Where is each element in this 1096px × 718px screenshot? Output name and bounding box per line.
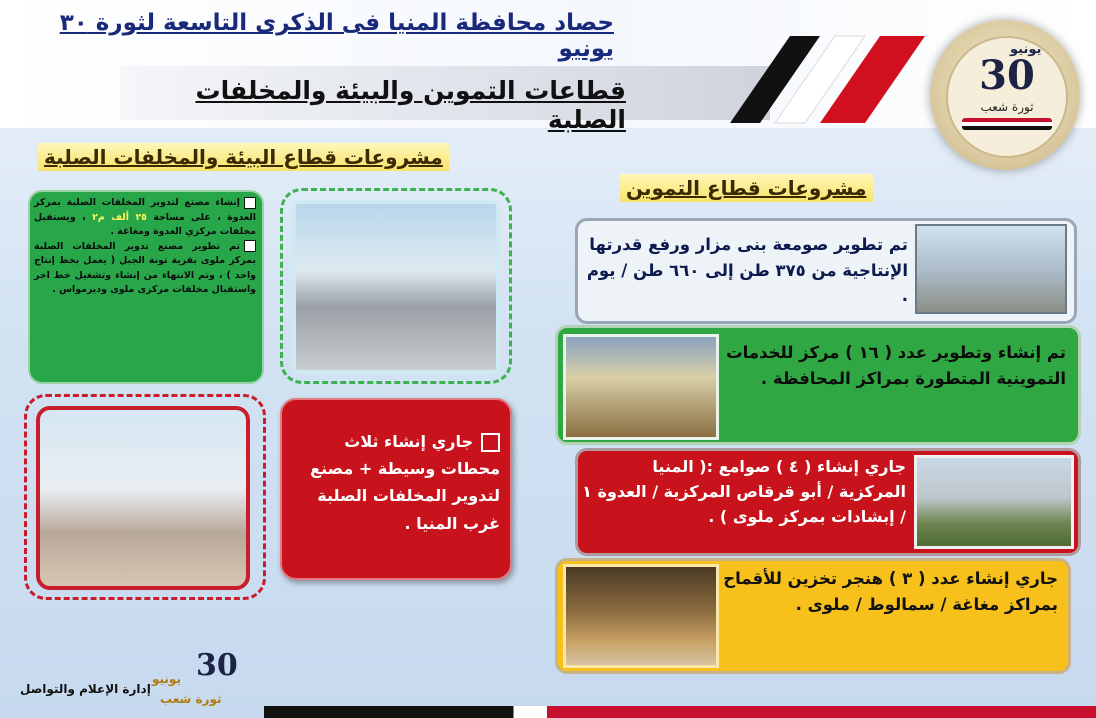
recycling-plant-photo — [292, 200, 500, 374]
page-subtitle: قطاعات التموين والبيئة والمخلفات الصلبة — [195, 76, 626, 134]
list-item: تم تطوير مصنع تدوير المخلفات الصلبة بمركز ملوى بقرية تونة الجبل ( يعمل بخط إنتاج واحد ) ، وتم الانتهاء من إنشاء وتشغيل خط اخر واستقبال مخلفات مركزى ملوى وديرمواس . — [34, 240, 256, 296]
footer-logo-number: 30 — [196, 648, 238, 683]
footer-logo-month: يونيو — [152, 672, 181, 686]
logo-tagline: ثورة شعب — [980, 100, 1034, 114]
logo-number: 30 — [979, 52, 1035, 99]
supply-card-3-text: جاري إنشاء ( ٤ ) صوامع :( المنيا المركزية / أبو قرقاص المركزية / العدوة ١ / إبشادات بمركز ملوى ) . — [582, 457, 906, 526]
list-item: إنشاء مصنع لتدوير المخلفات الصلبة بمركز العدوة ، على مساحة ٢٥ ألف م٢ ، ويستقبل مخلفات مركزي العدوة ومغاغة . — [34, 197, 256, 238]
supply-card-4-text: جاري إنشاء عدد ( ٣ ) هنجر تخزين للأقماح بمراكز مغاغة / سمالوط / ملوى . — [723, 569, 1058, 614]
environment-section-heading: مشروعات قطاع البيئة والمخلفات الصلبة — [38, 143, 449, 171]
checkbox-icon — [481, 433, 500, 452]
silo-photo — [915, 224, 1067, 314]
silos-field-photo — [914, 455, 1074, 549]
flag-stripe-icon — [962, 118, 1052, 130]
footer-flag-bar — [264, 706, 1096, 718]
checkbox-icon — [244, 197, 256, 209]
environment-red-text: جاري إنشاء ثلاث محطات وسيطة + مصنع لتدوير المخلفات الصلبة غرب المنيا . — [310, 432, 500, 533]
logo-month: يونيو — [1010, 42, 1042, 57]
environment-green-text — [34, 196, 256, 298]
supply-card-1-text: تم تطوير صومعة بنى مزار ورفع قدرتها الإنتاجية من ٣٧٥ طن إلى ٦٦٠ طن / يوم . — [586, 235, 908, 306]
supply-card-2-text: تم إنشاء وتطوير عدد ( ١٦ ) مركز للخدمات التموينية المتطورة بمراكز المحافظة . — [726, 343, 1066, 388]
supply-section-heading: مشروعات قطاع التموين — [620, 174, 873, 202]
footer-logo-tagline: ثورة شعب — [160, 692, 222, 706]
checkbox-icon — [244, 240, 256, 252]
wheat-hangar-photo — [563, 564, 719, 668]
footer-label: إدارة الإعلام والتواصل — [20, 682, 151, 696]
egypt-flag-ribbon-icon — [690, 28, 930, 128]
service-center-photo — [563, 334, 719, 440]
page-title: حصاد محافظة المنيا فى الذكرى التاسعة لثورة ٣٠ يونيو — [59, 10, 614, 62]
waste-plant-photo — [36, 406, 250, 590]
